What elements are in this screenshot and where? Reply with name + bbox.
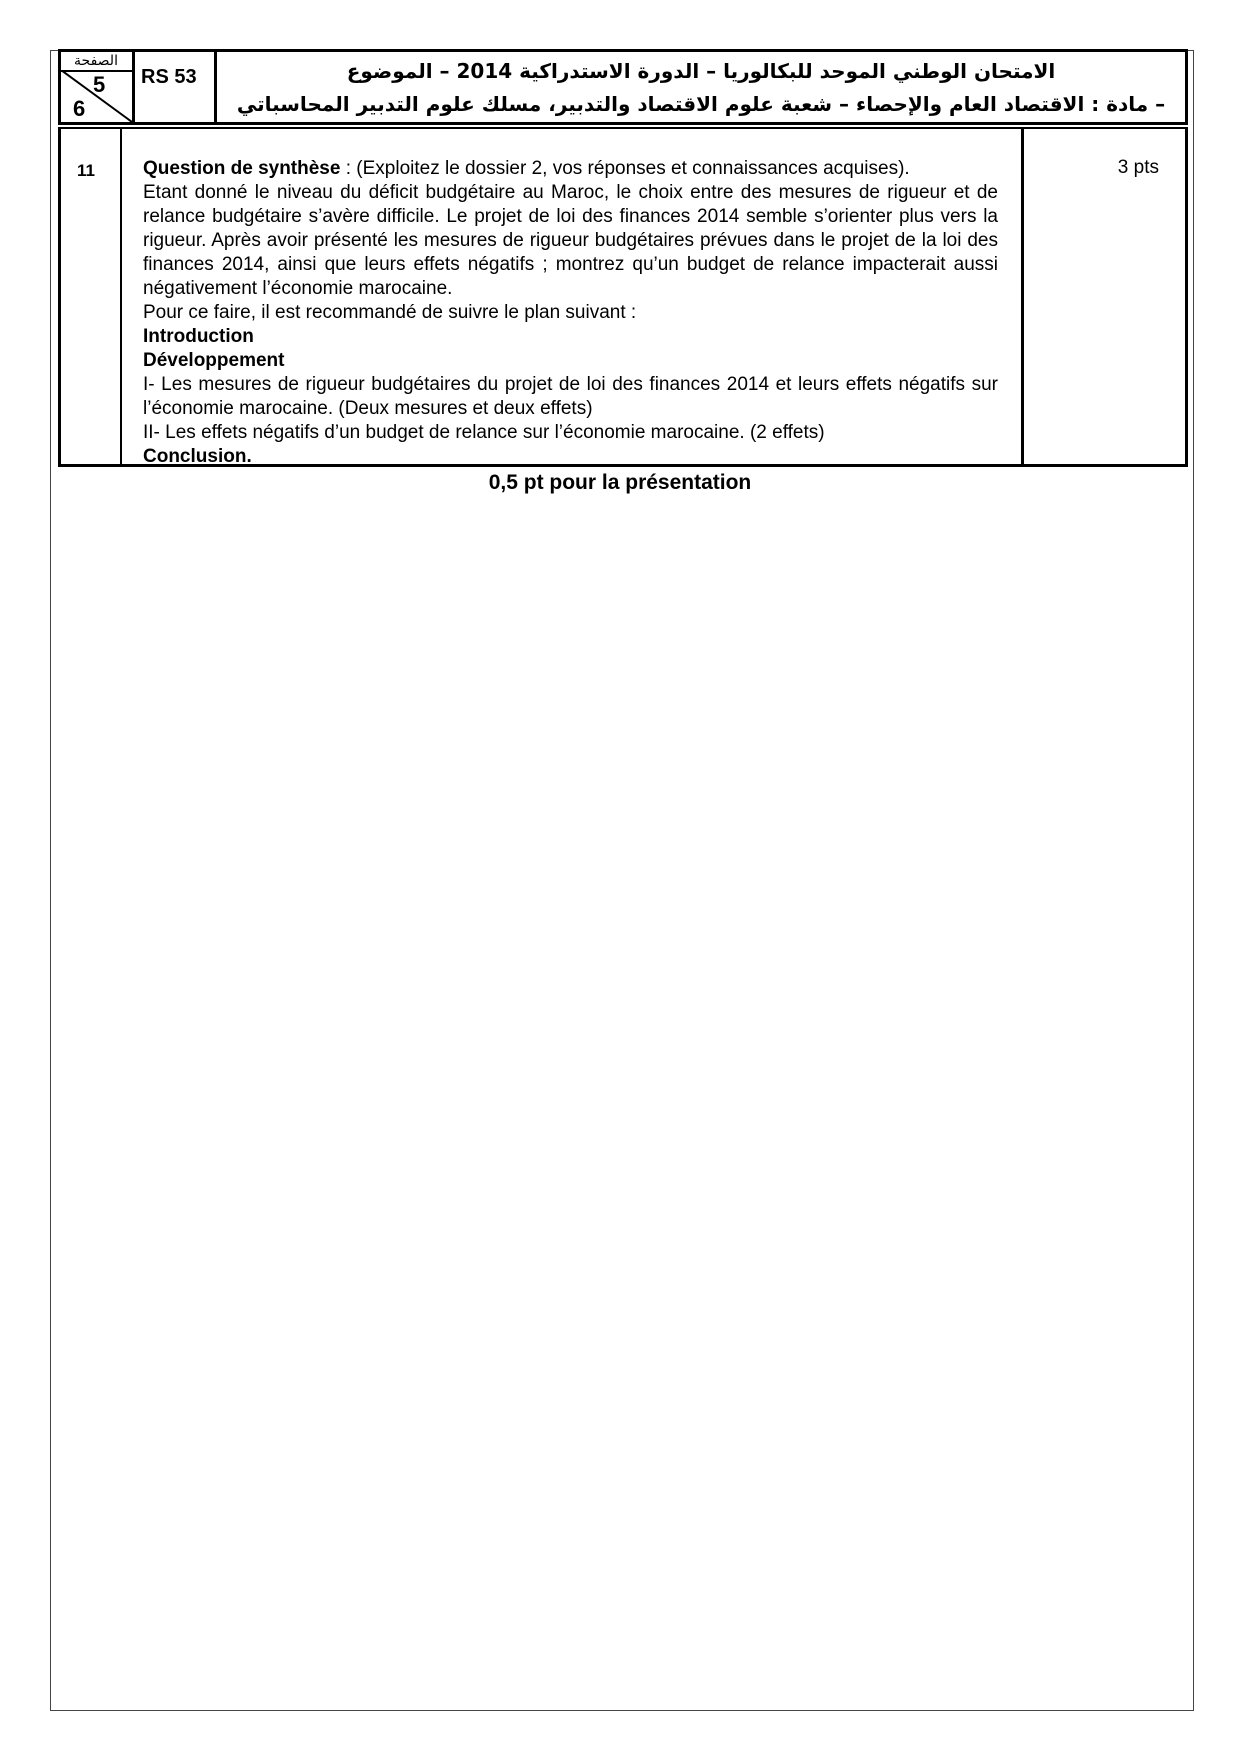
- exam-code: RS 53: [135, 52, 217, 122]
- page-current: 5: [93, 72, 106, 97]
- exam-title-line1: الامتحان الوطني الموحد للبكالوريا – الدورة الاستدراكية 2014 – الموضوع: [346, 59, 1056, 83]
- presentation-points: 0,5 pt pour la présentation: [488, 471, 752, 494]
- question-points: 3 pts: [1117, 157, 1159, 178]
- plan-intro: Pour ce faire, il est recommandé de suivre le plan suivant :: [143, 302, 637, 323]
- page-label: الصفحة: [74, 53, 118, 69]
- page-total: 6: [73, 96, 86, 121]
- plan-conclusion: Conclusion.: [143, 446, 252, 467]
- plan-part2: II- Les effets négatifs d’un budget de relance sur l’économie marocaine. (2 effets): [143, 422, 825, 443]
- exam-title-line2: – مادة : الاقتصاد العام والإحصاء – شعبة علوم الاقتصاد والتدبير، مسلك علوم التدبير المحاسباتي: [236, 92, 1166, 116]
- question-paragraph: Etant donné le niveau du déficit budgétaire au Maroc, le choix entre des mesures de rigueur et de relance budgétaire s’avère difficile. Le projet de loi des finances 2014 semble s’orienter plus vers la rigueur. Après avoir présenté les mesures de rigueur budgétaires prévues dans le projet de la loi des finances 2014, ainsi que leurs effets négatifs ; montrez qu’un budget de relance impacterait aussi négativement l’économie marocaine.: [143, 182, 998, 299]
- question-number: 11: [61, 129, 122, 464]
- exam-header: [58, 49, 1188, 125]
- plan-development: Développement: [143, 350, 285, 371]
- question-body: [122, 129, 1024, 467]
- question-table: [58, 127, 1188, 467]
- question-heading-line: [143, 157, 998, 181]
- exam-title: [217, 52, 1185, 122]
- plan-part1: I- Les mesures de rigueur budgétaires du projet de loi des finances 2014 et leurs effets négatifs sur l’économie marocaine. (Deux mesures et deux effets): [143, 374, 998, 419]
- question-heading-rest: : (Exploitez le dossier 2, vos réponses et connaissances acquises).: [340, 158, 910, 179]
- page-number-box: [61, 52, 135, 122]
- plan-introduction: Introduction: [143, 326, 254, 347]
- question-heading: Question de synthèse: [143, 158, 341, 179]
